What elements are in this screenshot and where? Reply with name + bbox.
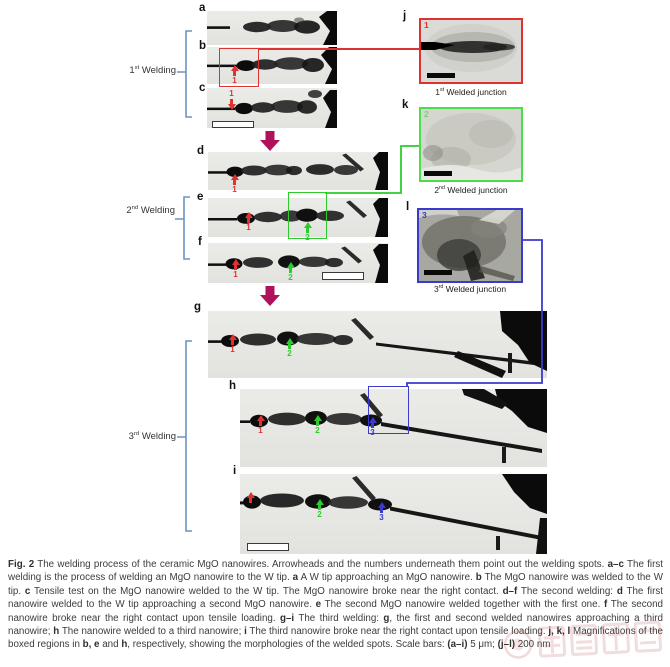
inset-number-j: 1 — [424, 20, 429, 30]
panel-label-i: i — [233, 465, 237, 477]
weld-arrow-marker-1: 1 — [225, 90, 238, 110]
flow-arrow-down-2 — [260, 286, 280, 306]
weld-arrow-marker-1: 1 — [254, 415, 267, 435]
weld-arrow-marker-2: 2 — [311, 415, 324, 435]
flow-arrow-down-1 — [260, 131, 280, 151]
tem-image-i — [240, 474, 547, 554]
weld-arrow-marker-2: 2 — [313, 499, 326, 519]
stage-label-2nd-welding: 2nd Welding — [126, 205, 175, 217]
inset-number-l: 3 — [422, 210, 427, 220]
weld-arrow-marker-1: 1 — [229, 259, 242, 279]
bracket-2nd-welding — [175, 197, 190, 259]
panel-label-a: a — [199, 2, 206, 14]
tem-image-g — [208, 311, 547, 378]
scale-bar-f — [322, 272, 364, 280]
weld-arrow-marker-1: 1 — [226, 334, 239, 354]
panel-label-f: f — [198, 236, 202, 248]
stage-label-1st-welding: 1st Welding — [129, 65, 176, 77]
panel-label-d: d — [197, 145, 205, 157]
scale-bar-i — [247, 543, 289, 551]
bracket-1st-welding — [177, 31, 192, 117]
roi-box-b-red — [219, 48, 259, 87]
weld-arrow-marker-3: 3 — [366, 417, 379, 437]
panel-label-j: j — [403, 10, 407, 22]
inset-number-k: 2 — [424, 109, 429, 119]
caption-1st-welded-junction: 1st Welded junction — [435, 87, 507, 97]
scale-bar-c — [212, 121, 254, 128]
stage-label-3rd-welding: 3rd Welding — [128, 431, 176, 443]
figure-caption: Fig. 2 The welding process of the ceramic MgO nanowires. Arrowheads and the numbers underneath them point out the welding spots. a–c The first welding is the process of welding an MgO nanowire to the W tip. a A W tip approaching an MgO nanowire. b The MgO nanowire was welded to the W tip. c Tensile test on the MgO nanowire welded to the W tip. The MgO nanowire broke near the right contact. d–f The second welding: d The first nanowire welded to the W tip approaching a second MgO nanowire. e The second MgO nanowire welded together with the first one. f The second nanowire broke near the right contact upon tensile loading. g–i The third welding: g, the first and second welded nanowires approaching a third nanowire; h The nanowire welded to a third nanowire; i The third nanowire broke near the right contact upon tensile loading. j, k, l Magnifications of the boxed regions in b, e and h, respectively, showing the morphologies of the welded spots. Scale bars: (a–i) 5 μm; (j–l) 200 nm — [8, 559, 663, 651]
weld-arrow-marker-2: 2 — [284, 262, 297, 282]
weld-arrow-marker-1: 1 — [228, 174, 241, 194]
panel-label-b: b — [199, 40, 207, 52]
scale-bar-j — [427, 73, 455, 78]
tem-image-d — [208, 152, 388, 190]
panel-label-e: e — [197, 191, 204, 203]
weld-arrow-marker-2: 2 — [283, 338, 296, 358]
panel-label-k: k — [402, 99, 409, 111]
weld-arrow-marker-1: 1 — [228, 65, 241, 85]
panel-label-g: g — [194, 301, 202, 313]
scale-bar-l — [424, 270, 452, 275]
tem-image-a — [207, 11, 337, 45]
tem-image-k — [421, 109, 521, 180]
panel-label-c: c — [199, 82, 206, 94]
roi-box-e-green — [288, 192, 327, 239]
bracket-3rd-welding — [177, 341, 192, 531]
roi-box-h-blue — [368, 386, 409, 434]
weld-arrow-marker-1: 1 — [242, 212, 255, 232]
panel-label-l: l — [406, 201, 410, 213]
weld-arrow-marker-3: 3 — [375, 502, 388, 522]
caption-3rd-welded-junction: 3rd Welded junction — [433, 284, 507, 294]
panel-label-h: h — [229, 380, 237, 392]
scale-bar-k — [424, 171, 452, 176]
weld-arrow-marker-2: 2 — [301, 222, 314, 242]
caption-2nd-welded-junction: 2nd Welded junction — [434, 185, 508, 195]
